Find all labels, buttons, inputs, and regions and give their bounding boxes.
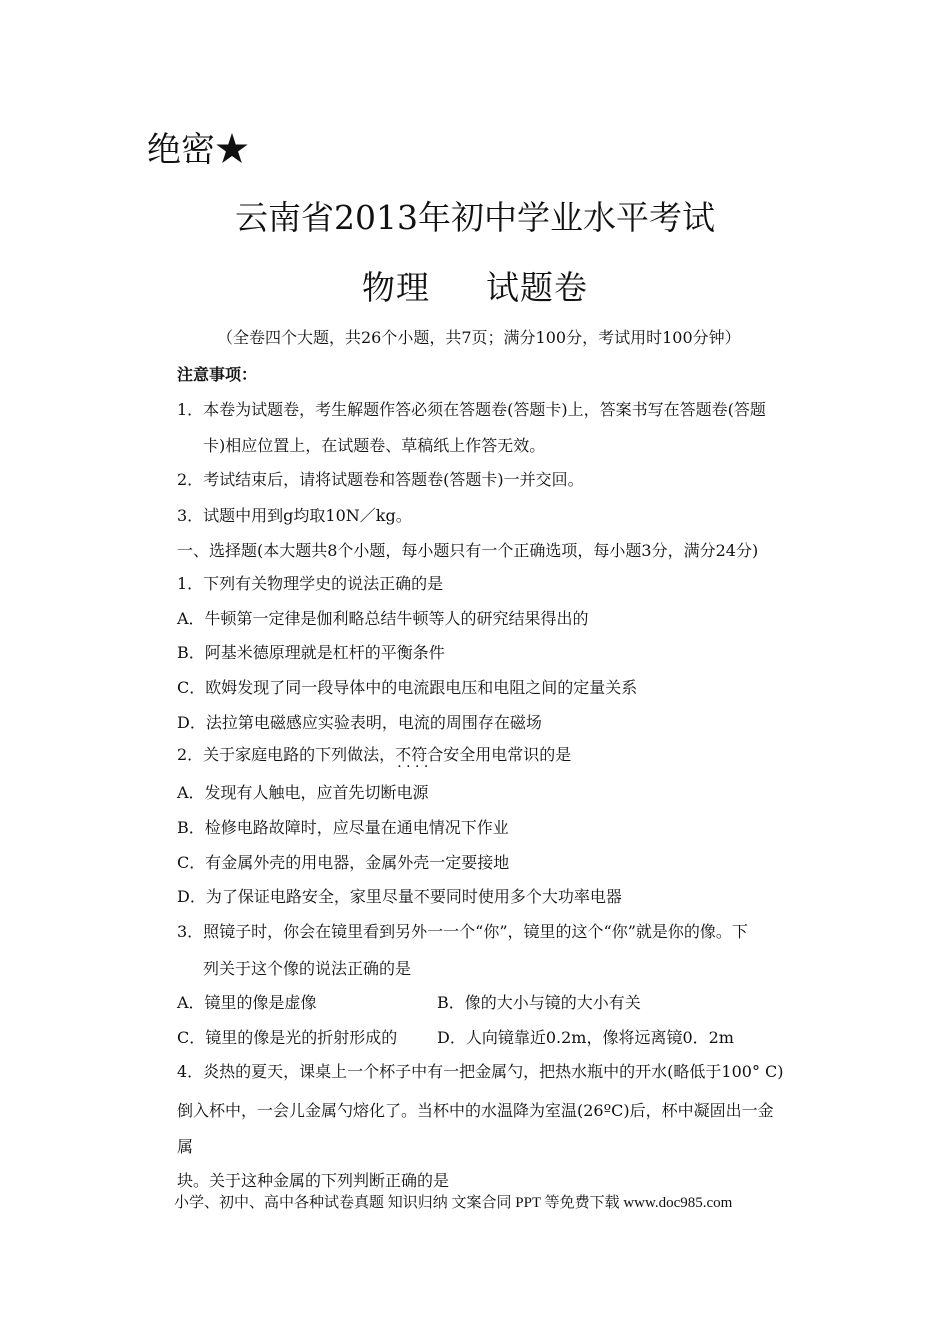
q3-option-c: C．镜里的像是光的折射形成的 bbox=[177, 1028, 398, 1047]
exam-title: 云南省2013年初中学业水平考试 bbox=[235, 198, 715, 237]
q1-option-b: B．阿基米德原理就是杠杆的平衡条件 bbox=[177, 643, 445, 662]
q1-option-a: A．牛顿第一定律是伽利略总结牛顿等人的研究结果得出的 bbox=[177, 609, 589, 628]
footer-ad: 小学、初中、高中各种试卷真题 知识归纳 文案合同 PPT 等免费下载 www.doc985.com bbox=[174, 1195, 733, 1211]
q4-stem-line1: 4．炎热的夏天，课桌上一个杯子中有一把金属勺，把热水瓶中的开水(略低于100° C) bbox=[177, 1062, 784, 1081]
q3-option-b: B．像的大小与镜的大小有关 bbox=[437, 993, 641, 1012]
q4-stem-line3: 属 bbox=[177, 1137, 194, 1156]
notice-item-3: 3．试题中用到g均取10N／kg。 bbox=[177, 506, 412, 525]
paper-title bbox=[0, 262, 950, 309]
q2-stem-pre: 2．关于家庭电路的下列做法， bbox=[177, 745, 396, 764]
q2-stem bbox=[177, 742, 571, 765]
q2-option-b: B．检修电路故障时，应尽量在通电情况下作业 bbox=[177, 818, 509, 837]
notice-item-2: 2．考试结束后，请将试题卷和答题卷(答题卡)一并交回。 bbox=[177, 470, 584, 489]
q3-stem-line2: 列关于这个像的说法正确的是 bbox=[203, 959, 412, 978]
q4-stem-line2: 倒入杯中，一会儿金属勺熔化了。当杯中的水温降为室温(26ºC)后，杯中凝固出一金 bbox=[177, 1101, 774, 1120]
q2-option-a: A．发现有人触电，应首先切断电源 bbox=[177, 783, 429, 802]
q2-option-d: D．为了保证电路安全，家里尽量不要同时使用多个大功率电器 bbox=[177, 887, 622, 906]
secret-mark: 绝密★ bbox=[147, 130, 249, 170]
notice-item-1-cont: 卡)相应位置上，在试题卷、草稿纸上作答无效。 bbox=[203, 436, 546, 455]
q3-stem-line1: 3．照镜子时，你会在镜里看到另外一一个“你”，镜里的这个“你”就是你的像。下 bbox=[177, 922, 748, 941]
q2-option-c: C．有金属外壳的用电器，金属外壳一定要接地 bbox=[177, 853, 510, 872]
notice-item-1: 1．本卷为试题卷，考生解题作答必须在答题卷(答题卡)上，答案书写在答题卷(答题 bbox=[177, 400, 766, 419]
exam-info: （全卷四个大题，共26个小题，共7页；满分100分，考试用时100分钟） bbox=[217, 328, 741, 347]
q1-stem: 1．下列有关物理学史的说法正确的是 bbox=[177, 574, 444, 593]
subject-name: 物理 bbox=[362, 268, 430, 307]
q3-option-a: A．镜里的像是虚像 bbox=[177, 993, 317, 1012]
q1-option-d: D．法拉第电磁感应实验表明，电流的周围存在磁场 bbox=[177, 713, 542, 732]
q1-option-c: C．欧姆发现了同一段导体中的电流跟电压和电阻之间的定量关系 bbox=[177, 678, 638, 697]
q3-option-d: D．人向镜靠近0.2m，像将远离镜0．2m bbox=[437, 1028, 734, 1047]
q2-emphasis: 不符合 · · bbox=[395, 745, 443, 764]
q4-stem-line4: 块。关于这种金属的下列判断正确的是 bbox=[177, 1171, 450, 1190]
paper-name: 试题卷 bbox=[486, 268, 588, 307]
notice-heading: 注意事项： bbox=[177, 365, 258, 384]
section-heading: 一、选择题(本大题共8个小题，每小题只有一个正确选项，每小题3分，满分24分) bbox=[177, 541, 759, 560]
q2-stem-post: 安全用电常识的是 bbox=[443, 745, 572, 764]
